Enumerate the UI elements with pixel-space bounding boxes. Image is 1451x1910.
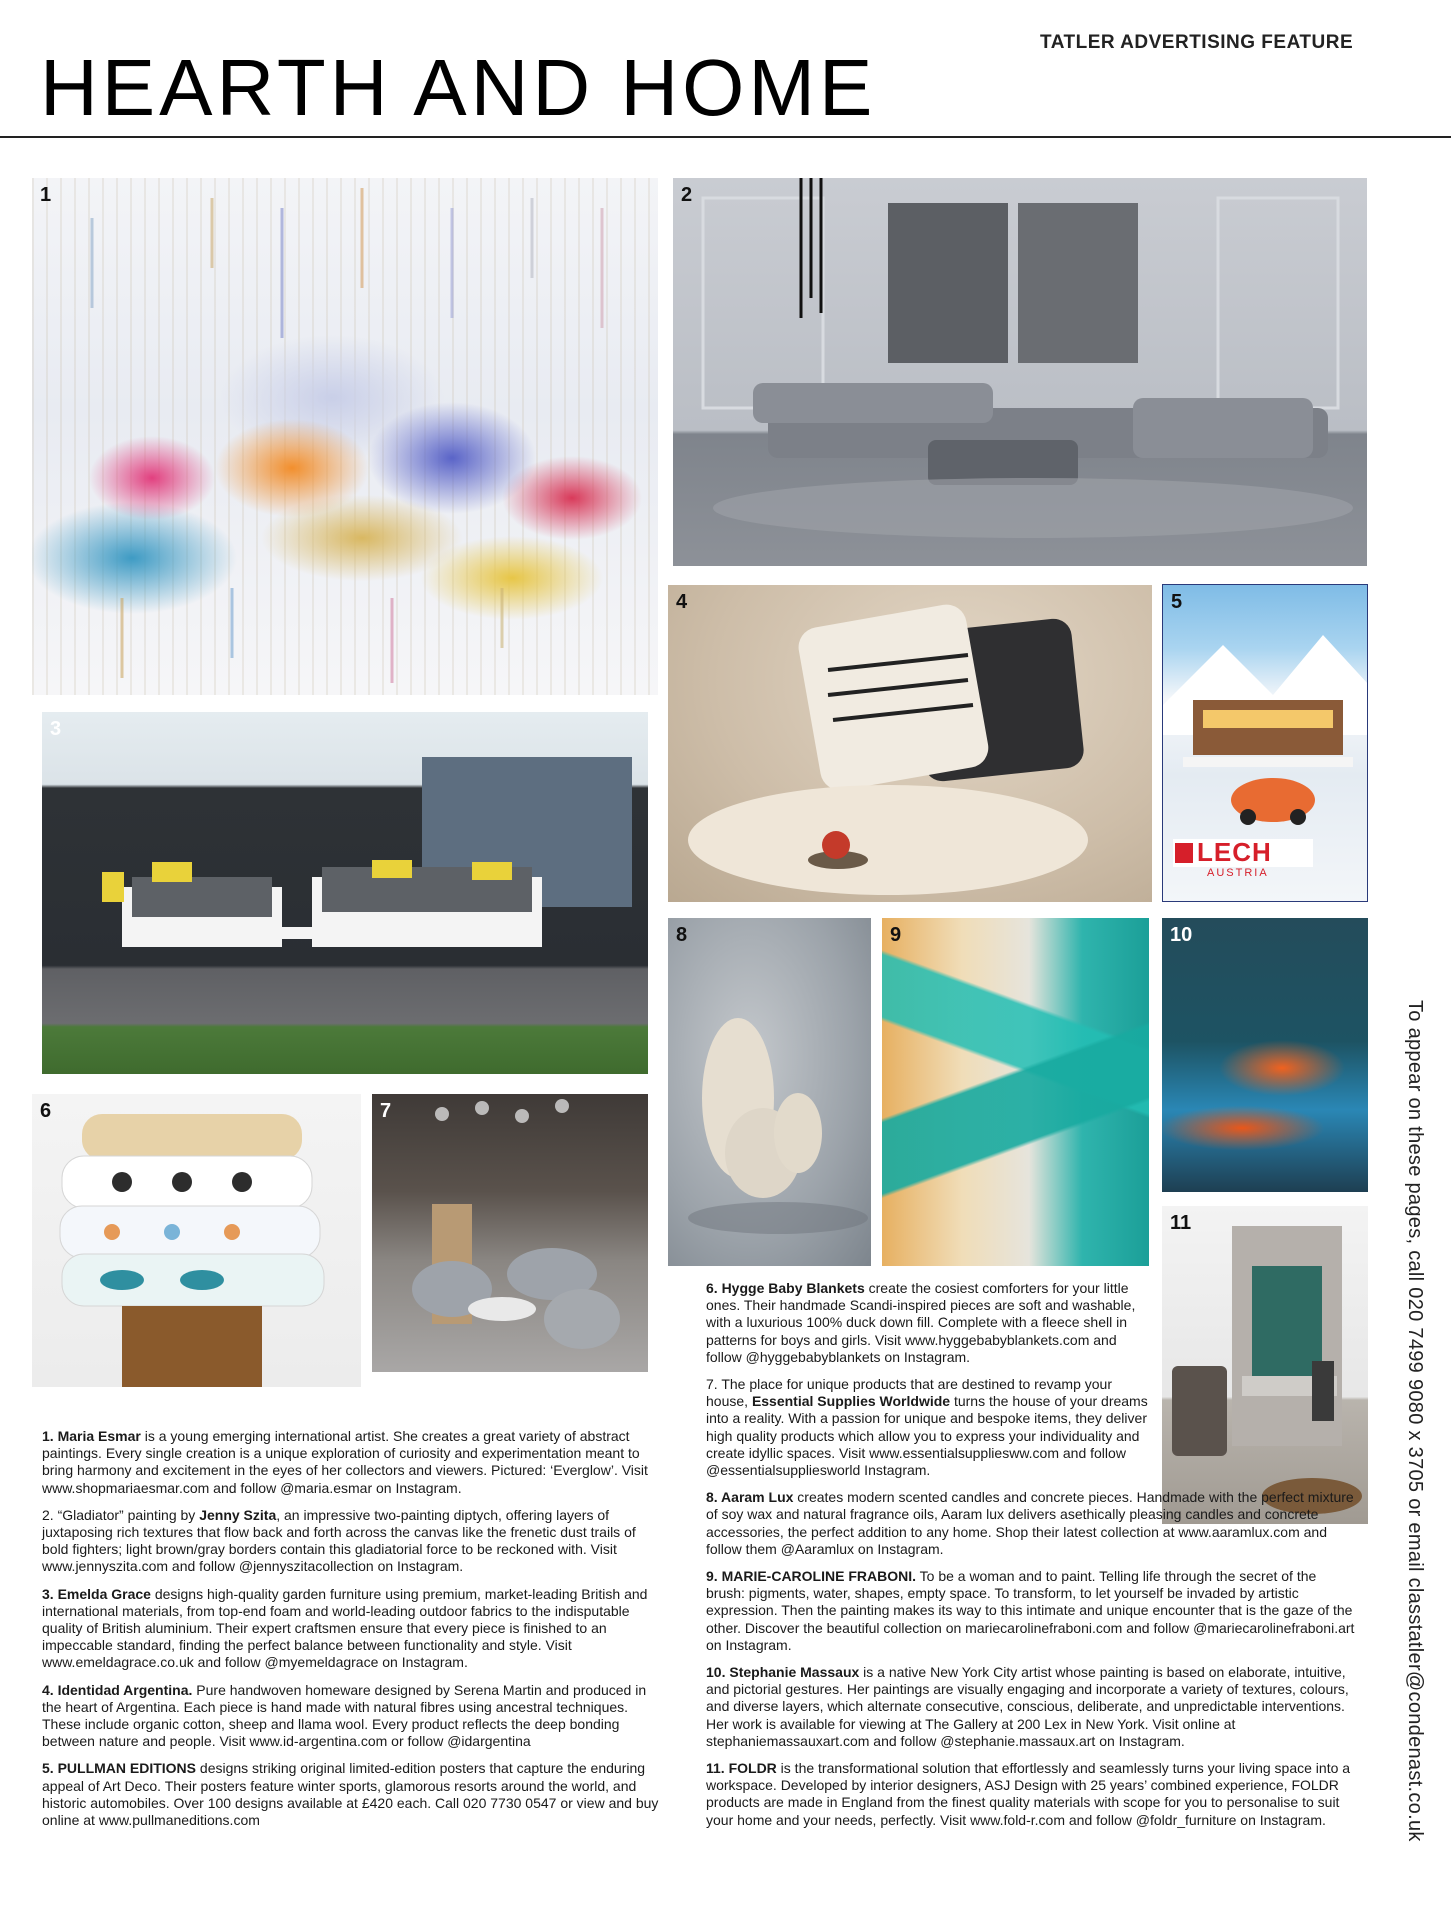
paint-drips	[32, 178, 658, 695]
image-number: 5	[1171, 591, 1183, 613]
caption-1: 1. Maria Esmar is a young emerging international artist. She creates a great variety of abstract paintings. Every single creation is a unique exploration of curiosity and experimentation meant to bring harmony and excitement in the eyes of her collectors and viewers. Pictured: ‘Everglow’. Visit www.shopmariaesmar.com and follow @maria.esmar on Instagram.	[42, 1428, 648, 1496]
garden-scene	[42, 712, 648, 1074]
contact-sidebar: To appear on these pages, call 020 7499 9080 x 3705 or email classtatler@condenast.co.uk	[1404, 1000, 1426, 1842]
photo-interior-lounge	[372, 1094, 648, 1372]
caption-11: 11. FOLDR is the transformational solution that effortlessly and seamlessly turns your living space into a workspace. Developed by interior designers, ASJ Design with 25 years’ combined experience, FOLDR products are made in England from the finest quality materials with scope for you to personalise to suit your home and your needs, perfectly. Visit www.fold-r.com and follow @foldr_furniture on Instagram.	[706, 1760, 1351, 1828]
caption-brand: 11. FOLDR	[706, 1760, 777, 1777]
caption-brand: Jenny Szita	[199, 1506, 277, 1523]
image-number: 11	[1170, 1212, 1192, 1234]
lounge-scene	[372, 1094, 648, 1372]
page-title: HEARTH AND HOME	[40, 43, 877, 132]
photo-cushions	[668, 585, 1152, 902]
photo-abstract-painting	[32, 178, 658, 695]
caption-brand: 8. Aaram Lux	[706, 1489, 794, 1506]
living-room-scene	[673, 178, 1367, 566]
captions-left	[42, 1428, 662, 1839]
caption-5: 5. PULLMAN EDITIONS designs striking original limited-edition posters that capture the enduring appeal of Art Deco. Their posters feature winter sports, glamorous resorts around the world, and historic automobiles. Over 100 designs available at £420 each. Call 020 7730 0547 or view and buy online at www.pullmaneditions.com	[42, 1760, 659, 1829]
caption-10: 10. Stephanie Massaux is a native New York City artist whose painting is based on elaborate, intuitive, and pictorial gestures. Her paintings are visually engaging and incorporate a variety of textures, colours, and diverse layers, which alternate consecutive, conscious, deliberate, and unpredictable interventions. Her work is available for viewing at The Gallery at 200 Lex in New York. Visit online at stephaniemassauxart.com and follow @stephanie.massaux.art on Instagram.	[706, 1664, 1349, 1749]
caption-4: 4. Identidad Argentina. Pure handwoven homeware designed by Serena Martin and produced in the heart of Argentina. Each piece is hand made with natural fibres using ancestral techniques. These include organic cotton, sheep and llama wool. Every product reflects the deep bonding between nature and people. Visit www.id-argentina.com or follow @idargentina	[42, 1681, 647, 1750]
caption-7: 7. The place for unique products that are destined to revamp your house, Essential Supplies Worldwide turns the house of your dreams into a reality. With a passion for unique and bespoke items, they deliver high quality products which allow you to express your individuality and create idyllic spaces. Visit www.essentialsuppliesww.com and follow @essentialsuppliesworld Instagram.	[706, 1376, 1148, 1479]
photo-candles	[668, 918, 871, 1266]
caption-3: 3. Emelda Grace designs high-quality garden furniture using premium, market-leading British and international materials, from top-end foam and world-leading outdoor fabrics to the indisputable quality of British aluminium. Their expert craftsmen ensure that every piece is finished to an impeccable standard, finding the perfect balance between functionality and style. Visit www.emeldagrace.co.uk and follow @myemeldagrace on Instagram.	[42, 1585, 648, 1671]
image-number: 10	[1170, 924, 1193, 946]
cushion-scene	[668, 585, 1152, 902]
caption-brand: 3. Emelda Grace	[42, 1585, 151, 1602]
image-number: 9	[890, 924, 902, 946]
caption-brand: 6. Hygge Baby Blankets	[706, 1280, 865, 1296]
photo-orange-abstract	[1162, 918, 1368, 1192]
caption-9: 9. MARIE-CAROLINE FRABONI. To be a woman and to paint. Telling life through the secret of the brush: pigments, water, shapes, empty space. To transform, to let yourself be invaded by artistic expression. Then the painting makes its way to this intimate and unique encounter that is the gaze of the other. Discover the beautiful collection on mariecarolinefraboni.com and follow @mariecarolinefraboni.art on Instagram.	[706, 1568, 1355, 1653]
caption-6: 6. Hygge Baby Blankets create the cosiest comforters for your little ones. Their handmade Scandi-inspired pieces are soft and washable, with a luxurious 100% duck down fill. Complete with a fleece shell in patterns for boys and girls. Visit www.hyggebabyblankets.com and follow @hyggebabyblankets on Instagram.	[706, 1280, 1136, 1365]
image-number: 6	[40, 1100, 52, 1122]
blanket-stack	[32, 1094, 361, 1387]
candle-scene	[668, 918, 871, 1266]
poster-title: LECH	[1197, 837, 1272, 867]
caption-brand: 1. Maria Esmar	[42, 1428, 141, 1444]
image-number: 8	[676, 924, 688, 946]
poster-subtitle: AUSTRIA	[1207, 867, 1269, 879]
image-number: 4	[676, 591, 688, 613]
header-divider	[0, 136, 1451, 138]
photo-teal-painting	[882, 918, 1149, 1266]
image-number: 3	[50, 718, 62, 740]
photo-living-room	[673, 178, 1367, 566]
photo-ski-poster	[1162, 584, 1368, 902]
captions-right	[706, 1280, 1356, 1839]
caption-brand: Essential Supplies Worldwide	[751, 1393, 951, 1410]
image-number: 1	[40, 184, 52, 206]
image-number: 7	[380, 1100, 392, 1122]
feature-label: TATLER ADVERTISING FEATURE	[1040, 32, 1354, 53]
photo-garden-furniture	[42, 712, 648, 1074]
caption-8: 8. Aaram Lux creates modern scented candles and concrete pieces. Handmade with the perfect mixture of soy wax and natural fragrance oils, Aaram lux delivers asethically pleasing candles and concrete accessories, the perfect addition to any home. Shop their latest collection at www.aaramlux.com and follow them @Aaramlux on Instagram.	[706, 1489, 1354, 1557]
photo-baby-blankets	[32, 1094, 361, 1387]
caption-brand: 5. PULLMAN EDITIONS	[42, 1760, 197, 1777]
caption-2: 2. “Gladiator” painting by Jenny Szita, an impressive two-painting diptych, offering layers of juxtaposing rich textures that flow back and forth across the canvas like the frenetic dust trails of bold fighters; light brown/gray borders contain this gladiatorial force to be reckoned with. Visit www.jennyszita.com and follow @jennyszitacollection on Instagram.	[42, 1506, 636, 1575]
image-number: 2	[681, 184, 693, 206]
caption-brand: 10. Stephanie Massaux	[706, 1664, 860, 1681]
caption-brand: 4. Identidad Argentina.	[42, 1681, 193, 1698]
caption-brand: 9. MARIE-CAROLINE FRABONI.	[706, 1568, 916, 1585]
